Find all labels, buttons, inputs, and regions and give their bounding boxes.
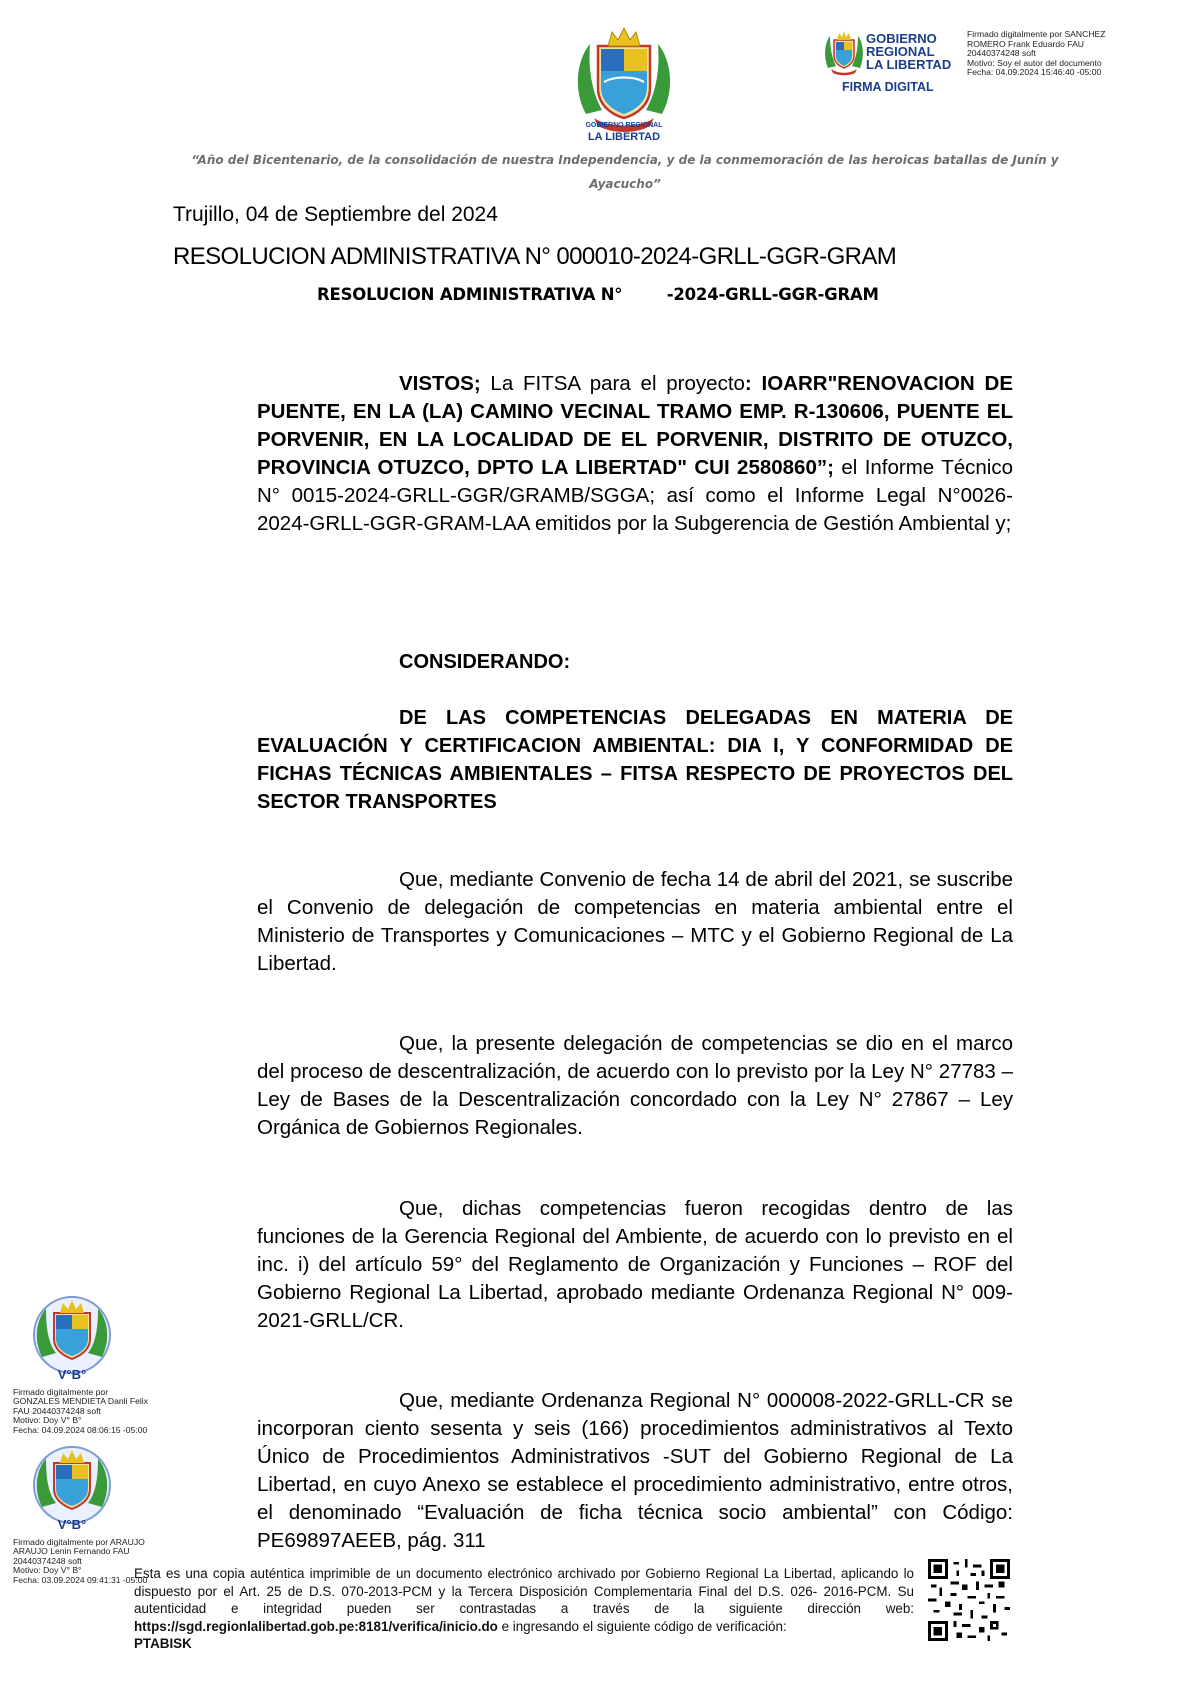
signature-brand-line: LA LIBERTAD: [866, 57, 952, 72]
digital-signature-crest-icon: [822, 28, 866, 78]
firma-digital-label: FIRMA DIGITAL: [842, 80, 934, 94]
stamp-details: [13, 1388, 193, 1435]
stamp-detail-line: FAU 20440374248 soft: [13, 1405, 101, 1416]
vistos-rest: el Informe Técnico N° 0015-2024-GRLL-GGR/GRAMB/SGGA; así como el Informe Legal N°0026-2024-GRLL-GGR-GRAM-LAA emitidos por la Subgerencia de Gestión Ambiental y;: [257, 456, 1013, 535]
signature-detail-line: Fecha: 04.09.2024 15:46:40 -05:00: [967, 67, 1102, 78]
paragraph-text: Que, dichas competencias fueron recogidas dentro de las funciones de la Gerencia Regional del Ambiente, de acuerdo con lo previsto en el inc. i) del artículo 59° del Reglamento de Organización y Funciones – ROF del Gobierno Regional La Libertad, aprobado mediante Ordenanza Regional N° 009-2021-GRLL/CR.: [257, 1197, 1013, 1332]
resolution-subtitle: [317, 285, 879, 304]
competencias-heading: [257, 704, 1013, 816]
verification-code: PTABISK: [134, 1636, 192, 1651]
vistos-lead: La FITSA para el proyecto: [480, 372, 745, 395]
stamp-detail-line: Motivo: Doy V° B°: [13, 1565, 82, 1576]
signature-detail-line: ROMERO Frank Eduardo FAU: [967, 38, 1085, 49]
stamp-detail-line: Motivo: Doy V° B°: [13, 1415, 82, 1426]
competencias-heading-text: DE LAS COMPETENCIAS DELEGADAS EN MATERIA DE EVALUACIÓN Y CERTIFICACION AMBIENTAL: DIA I, Y CONFORMIDAD DE FICHAS TÉCNICAS AMBIENTALES – FITSA RESPECTO DE PROYECTOS DEL SECTOR TRANSPORTES: [257, 707, 1013, 813]
paragraph-2: [257, 1030, 1013, 1142]
resolution-title: RESOLUCION ADMINISTRATIVA N° 000010-2024-GRLL-GGR-GRAM: [173, 243, 897, 270]
stamp-detail-line: GONZALES MENDIETA Danli Felix: [13, 1396, 148, 1407]
resolution-subtitle-text: RESOLUCION ADMINISTRATIVA N° -2024-GRLL-GGR-GRAM: [317, 285, 879, 304]
crest-label-small: GOBIERNO REGIONAL: [585, 122, 663, 129]
signature-brand: [866, 32, 951, 71]
vistos-paragraph: [257, 370, 1013, 538]
stamp-detail-line: Fecha: 04.09.2024 08:06:15 -05:00: [13, 1424, 148, 1435]
document-date: Trujillo, 04 de Septiembre del 2024: [173, 203, 498, 226]
paragraph-4: [257, 1387, 1013, 1555]
vobo-stamp-label: V°B°: [57, 1367, 87, 1382]
vobo-stamp-icon: [24, 1293, 120, 1385]
stamp-detail-line: Fecha: 03.09.2024 09:41:31 -05:00: [13, 1574, 148, 1585]
signature-detail-line: Firmado digitalmente por SANCHEZ: [967, 29, 1106, 39]
footer-text: Esta es una copia auténtica imprimible de un documento electrónico archivado por Gobierno Regional La Libertad, aplicando lo dispuesto por el Art. 25 de D.S. 070-2013-PCM y la Tercera Disposición Complementaria Final del D.S. 026- 2016-PCM. Su autenticidad e integridad pueden ser contrastadas a través de la siguiente dirección web:: [134, 1566, 914, 1616]
signature-detail-line: 20440374248 soft: [967, 48, 1036, 59]
vistos-project: : IOARR"RENOVACION DE PUENTE, EN LA (LA) CAMINO VECINAL TRAMO EMP. R-130606, PUENTE EL PORVENIR, EN LA LOCALIDAD DE EL PORVENIR, DISTRITO DE OTUZCO, PROVINCIA OTUZCO, DPTO LA LIBERTAD" CUI 2580860”;: [257, 372, 1013, 479]
signature-brand-line: GOBIERNO: [866, 31, 937, 46]
stamp-detail-line: Firmado digitalmente por ARAUJO: [13, 1537, 145, 1547]
paragraph-text: Que, mediante Convenio de fecha 14 de abril del 2021, se suscribe el Convenio de delegación de competencias en materia ambiental entre el Ministerio de Transportes y Comunicaciones – MTC y el Gobierno Regional de La Libertad.: [257, 868, 1013, 975]
footer-text-2: e ingresando el siguiente código de verificación:: [497, 1618, 787, 1634]
paragraph-text: Que, la presente delegación de competencias se dio en el marco del proceso de descentralización, de acuerdo con lo previsto por la Ley N° 27783 – Ley de Bases de la Descentralización concordado con la Ley N° 27867 – Ley Orgánica de Gobiernos Regionales.: [257, 1032, 1013, 1139]
qr-code-icon: [928, 1559, 1010, 1641]
signature-details: [967, 30, 1137, 78]
paragraph-text: Que, mediante Ordenanza Regional N° 000008-2022-GRLL-CR se incorporan ciento sesenta y seis (166) procedimientos administrativos al Texto Único de Procedimientos Administrativos -SUT del Gobierno Regional de La Libertad, en cuyo Anexo se establece el procedimiento administrativo, entre otros, el denominado “Evaluación de ficha técnica socio ambiental” con Código: PE69897AEEB, pág. 311: [257, 1389, 1013, 1552]
year-motto: “Año del Bicentenario, de la consolidación de nuestra Independencia, y de la conmemoración de las heroicas batallas de Junín y Ayacucho”: [191, 153, 1059, 191]
verification-url-link[interactable]: https://sgd.regionlalibertad.gob.pe:8181/verifica/inicio.do: [134, 1618, 498, 1634]
signature-detail-line: Motivo: Soy el autor del documento: [967, 57, 1102, 68]
vistos-label: VISTOS;: [399, 372, 481, 395]
stamp-detail-line: Firmado digitalmente por: [13, 1387, 109, 1397]
authenticity-footer: [134, 1565, 914, 1653]
paragraph-1: [257, 866, 1013, 978]
considerando-label: CONSIDERANDO:: [399, 651, 571, 673]
stamp-detail-line: ARAUJO Lenin Fernando FAU: [13, 1546, 130, 1557]
vobo-stamp-label: V°B°: [57, 1517, 87, 1532]
crest-label-large: LA LIBERTAD: [587, 131, 661, 143]
signature-brand-line: REGIONAL: [866, 44, 935, 59]
vobo-stamp-icon: [24, 1443, 120, 1535]
considerando-heading: [257, 648, 1013, 676]
stamp-detail-line: 20440374248 soft: [13, 1555, 82, 1566]
paragraph-3: [257, 1195, 1013, 1335]
